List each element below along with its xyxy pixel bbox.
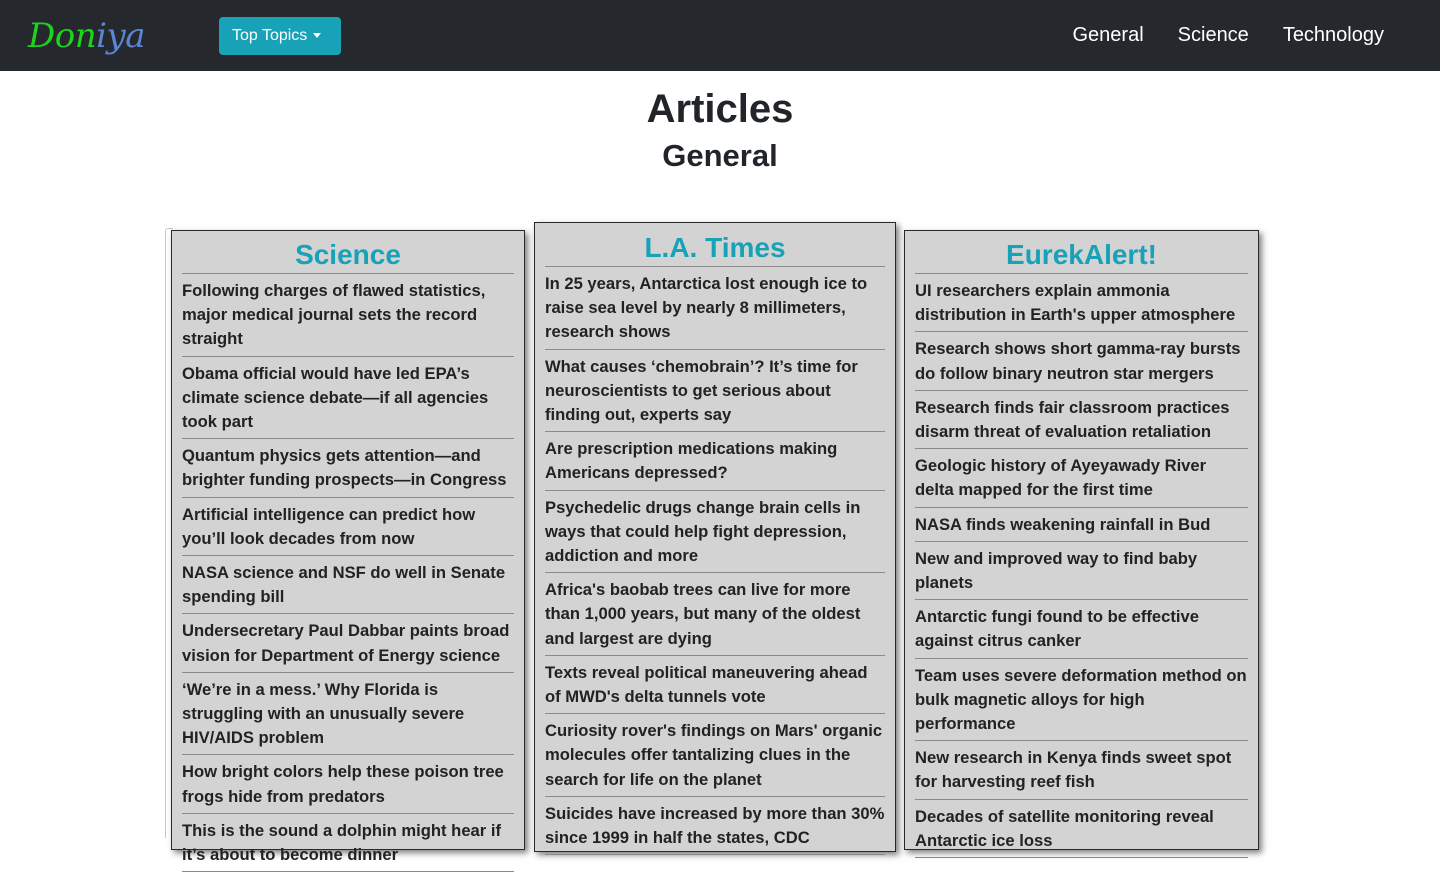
article-link[interactable]: Quantum physics gets attention—and brighter funding prospects—in Congress <box>182 439 514 497</box>
article-link[interactable]: Curiosity rover's findings on Mars' organic molecules offer tantalizing clues in the search for life on the planet <box>545 714 885 797</box>
article-link[interactable]: Are prescription medications making Americans depressed? <box>545 432 885 490</box>
article-link[interactable]: New and improved way to find baby planets <box>915 542 1248 600</box>
article-link[interactable]: New research in Kenya finds sweet spot for harvesting reef fish <box>915 741 1248 799</box>
nav-link-science[interactable]: Science <box>1177 24 1249 46</box>
article-link[interactable]: Research finds fair classroom practices disarm threat of evaluation retaliation <box>915 391 1248 449</box>
article-link[interactable]: Artificial intelligence can predict how you’ll look decades from now <box>182 498 514 556</box>
column-la-times <box>534 222 896 852</box>
article-link[interactable]: Suicides have increased by more than 30% since 1999 in half the states, CDC <box>545 797 885 855</box>
column-heading[interactable]: Science <box>182 231 514 274</box>
article-link[interactable]: Africa's baobab trees can live for more than 1,000 years, but many of the oldest and largest are dying <box>545 573 885 656</box>
article-link[interactable]: Team uses severe deformation method on bulk magnetic alloys for high performance <box>915 659 1248 742</box>
article-link[interactable]: Psychedelic drugs change brain cells in ways that could help fight depression, addiction and more <box>545 491 885 574</box>
column-heading[interactable]: L.A. Times <box>545 223 885 267</box>
article-link[interactable]: How bright colors help these poison tree frogs hide from predators <box>182 755 514 813</box>
article-link[interactable]: In 25 years, Antarctica lost enough ice to raise sea level by nearly 8 millimeters, research shows <box>545 267 885 350</box>
article-list <box>182 274 514 872</box>
column-science <box>171 230 525 865</box>
top-navbar <box>0 0 1440 71</box>
brand-logo[interactable] <box>28 16 145 56</box>
nav-link-technology[interactable]: Technology <box>1282 24 1384 46</box>
article-link[interactable]: Following charges of flawed statistics, major medical journal sets the record straight <box>182 274 514 357</box>
column-eurekalert <box>904 230 1259 850</box>
article-link[interactable]: ‘We’re in a mess.’ Why Florida is struggling with an unusually severe HIV/AIDS problem <box>182 673 514 756</box>
page-subtitle: General <box>662 138 778 173</box>
article-link[interactable]: Texts reveal political maneuvering ahead of MWD's delta tunnels vote <box>545 656 885 714</box>
article-link[interactable]: NASA finds weakening rainfall in Bud <box>915 508 1248 542</box>
nav-link-general[interactable]: General <box>1072 24 1144 46</box>
caret-down-icon <box>313 33 321 38</box>
column-heading[interactable]: EurekAlert! <box>915 231 1248 274</box>
brand-text-part2: iya <box>96 16 145 56</box>
article-link[interactable]: Research shows short gamma-ray bursts do follow binary neutron star mergers <box>915 332 1248 390</box>
brand-text-part1: Don <box>28 16 97 56</box>
page-title: Articles <box>646 87 794 131</box>
nav-links <box>1039 22 1385 48</box>
article-link[interactable]: NASA science and NSF do well in Senate spending bill <box>182 556 514 614</box>
article-list <box>545 267 885 855</box>
article-link[interactable]: Decades of satellite monitoring reveal Antarctic ice loss <box>915 800 1248 858</box>
article-link[interactable]: This is the sound a dolphin might hear if it’s about to become dinner <box>182 814 514 872</box>
article-list <box>915 274 1248 858</box>
top-topics-label: Top Topics <box>232 27 308 44</box>
top-topics-dropdown-button[interactable] <box>219 17 341 55</box>
article-link[interactable]: Antarctic fungi found to be effective against citrus canker <box>915 600 1248 658</box>
article-link[interactable]: UI researchers explain ammonia distribution in Earth's upper atmosphere <box>915 274 1248 332</box>
article-link[interactable]: Undersecretary Paul Dabbar paints broad vision for Department of Energy science <box>182 614 514 672</box>
article-link[interactable]: Geologic history of Ayeyawady River delta mapped for the first time <box>915 449 1248 507</box>
article-link[interactable]: What causes ‘chemobrain’? It’s time for neuroscientists to get serious about finding out, experts say <box>545 350 885 433</box>
article-link[interactable]: Obama official would have led EPA’s climate science debate—if all agencies took part <box>182 357 514 440</box>
